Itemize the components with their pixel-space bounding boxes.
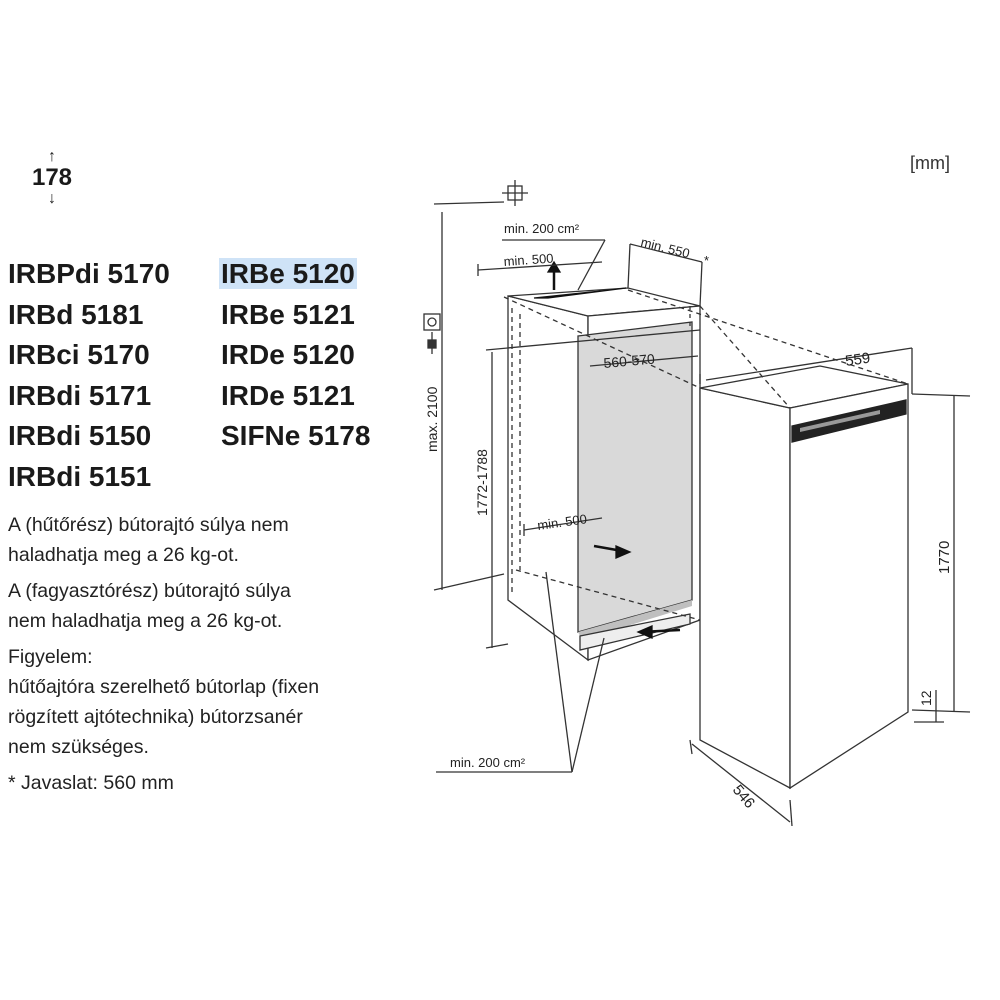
unit-label: [mm] xyxy=(910,153,950,173)
socket-icon xyxy=(424,314,440,330)
appliance-side xyxy=(700,388,790,788)
dim-appliance-depth: 546 xyxy=(728,781,759,812)
dim-vent-top-area: min. 200 cm² xyxy=(504,221,580,236)
up-arrow-icon: ↑ xyxy=(48,148,56,165)
plug-icon xyxy=(428,332,436,354)
dim-niche-depth: min. 550 xyxy=(639,234,692,261)
model-name-highlighted: IRBe 5120 xyxy=(221,258,355,289)
note-fridge-door-weight: A (hűtőrész) bútorajtó súlya nem haladhatja meg a 26 kg-ot. xyxy=(8,514,289,566)
dim-vent-top-depth: min. 500 xyxy=(503,250,554,269)
height-badge-value: 178 xyxy=(31,164,73,191)
model-name: IRBdi 5171 xyxy=(8,379,152,411)
model-name: IRBd 5181 xyxy=(8,298,144,330)
dim-niche-height: 1772-1788 xyxy=(474,449,490,516)
dim-plinth-gap: 12 xyxy=(918,690,934,706)
down-arrow-icon: ↓ xyxy=(48,190,56,207)
ventilation-cross-icon xyxy=(502,180,528,206)
model-name: SIFNe 5178 xyxy=(221,420,371,451)
dim-niche-depth-asterisk: * xyxy=(704,253,710,268)
model-name: IRBdi 5150 xyxy=(8,420,152,451)
dim-total-height: max. 2100 xyxy=(424,386,440,452)
note-recommendation: * Javaslat: 560 mm xyxy=(8,772,174,794)
model-name: IRBPdi 5170 xyxy=(8,258,170,289)
model-name: IRDe 5121 xyxy=(221,379,355,411)
model-name: IRBdi 5151 xyxy=(8,460,152,492)
appliance-front xyxy=(790,384,908,788)
niche-interior xyxy=(578,322,692,632)
note-freezer-door-weight: A (fagyasztórész) bútorajtó súlya nem haladhatja meg a 26 kg-ot. xyxy=(8,580,291,632)
model-name: IRDe 5120 xyxy=(221,339,355,370)
dim-appliance-width: 559 xyxy=(844,349,872,370)
dim-niche-width: 560-570 xyxy=(602,350,656,371)
note-attention: Figyelem: hűtőajtóra szerelhető bútorlap (fixen rögzített ajtótechnika) bútorzsanér nem szükséges. xyxy=(8,646,320,758)
dim-appliance-height: 1770 xyxy=(936,540,953,574)
dim-vent-bottom-area: min. 200 cm² xyxy=(450,755,526,770)
model-name: IRBe 5121 xyxy=(221,298,355,330)
model-name: IRBci 5170 xyxy=(8,339,150,370)
dim-vent-bottom-depth: min. 500 xyxy=(536,511,588,533)
